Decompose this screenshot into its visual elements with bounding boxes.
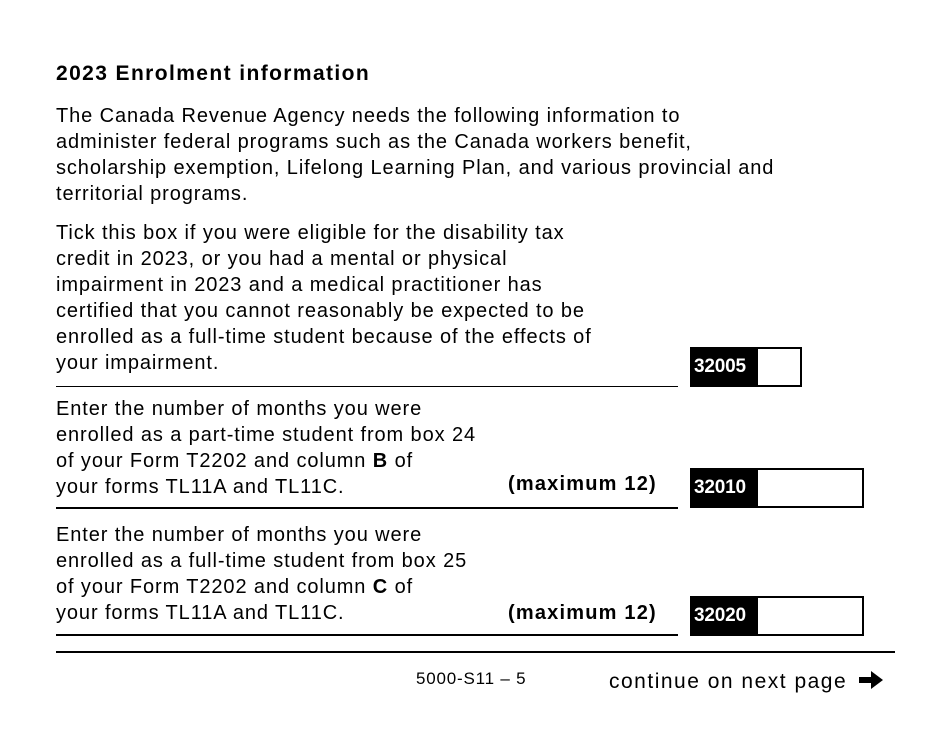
continue-label: continue on next page — [609, 670, 848, 693]
intro-line: territorial programs. — [56, 183, 249, 205]
continue-next-page[interactable] — [609, 668, 885, 694]
full-time-line: Enter the number of months you were — [56, 524, 423, 546]
full-time-line-text: of your Form T2202 and column — [56, 576, 373, 598]
disability-checkbox[interactable] — [756, 347, 802, 387]
full-time-question — [56, 522, 467, 626]
full-time-line: enrolled as a full-time student from box 25 — [56, 550, 468, 572]
box-code-32010: 32010 — [690, 468, 758, 508]
part-time-line-text: of your Form T2202 and column — [56, 450, 373, 472]
intro-line: administer federal programs such as the Canada workers benefit, — [56, 131, 692, 153]
box-code-32020: 32020 — [690, 596, 758, 636]
full-time-maximum: (maximum 12) — [508, 602, 657, 624]
intro-paragraph — [56, 103, 916, 207]
full-time-line-text: of — [388, 576, 414, 598]
part-time-question — [56, 396, 476, 500]
disability-line: Tick this box if you were eligible for the disability tax — [56, 222, 565, 244]
disability-line: impairment in 2023 and a medical practitioner has — [56, 274, 543, 296]
disability-line: enrolled as a full-time student because of the effects of — [56, 326, 592, 348]
divider — [56, 634, 678, 636]
intro-line: The Canada Revenue Agency needs the following information to — [56, 105, 681, 127]
full-time-line — [56, 574, 467, 600]
right-arrow-icon — [857, 668, 885, 692]
form-page-code: 5000-S11 – 5 — [416, 669, 527, 688]
column-letter-b: B — [372, 450, 389, 472]
divider — [56, 386, 678, 387]
column-letter-c: C — [372, 576, 389, 598]
disability-line: certified that you cannot reasonably be expected to be — [56, 300, 585, 322]
disability-line: credit in 2023, or you had a mental or physical — [56, 248, 508, 270]
footer-rule — [56, 651, 895, 653]
box-code-32005: 32005 — [690, 347, 758, 387]
part-time-line: enrolled as a part-time student from box 24 — [56, 424, 477, 446]
disability-line: your impairment. — [56, 352, 220, 374]
full-time-months-input[interactable] — [756, 596, 864, 636]
disability-question — [56, 220, 592, 376]
section-title: 2023 Enrolment information — [56, 62, 371, 85]
intro-line: scholarship exemption, Lifelong Learning Plan, and various provincial and — [56, 157, 775, 179]
part-time-line-text: of — [388, 450, 414, 472]
part-time-line — [56, 448, 476, 474]
part-time-line: Enter the number of months you were — [56, 398, 423, 420]
divider — [56, 507, 678, 509]
part-time-months-input[interactable] — [756, 468, 864, 508]
full-time-line: your forms TL11A and TL11C. — [56, 602, 345, 624]
part-time-maximum: (maximum 12) — [508, 473, 657, 495]
part-time-line: your forms TL11A and TL11C. — [56, 476, 345, 498]
